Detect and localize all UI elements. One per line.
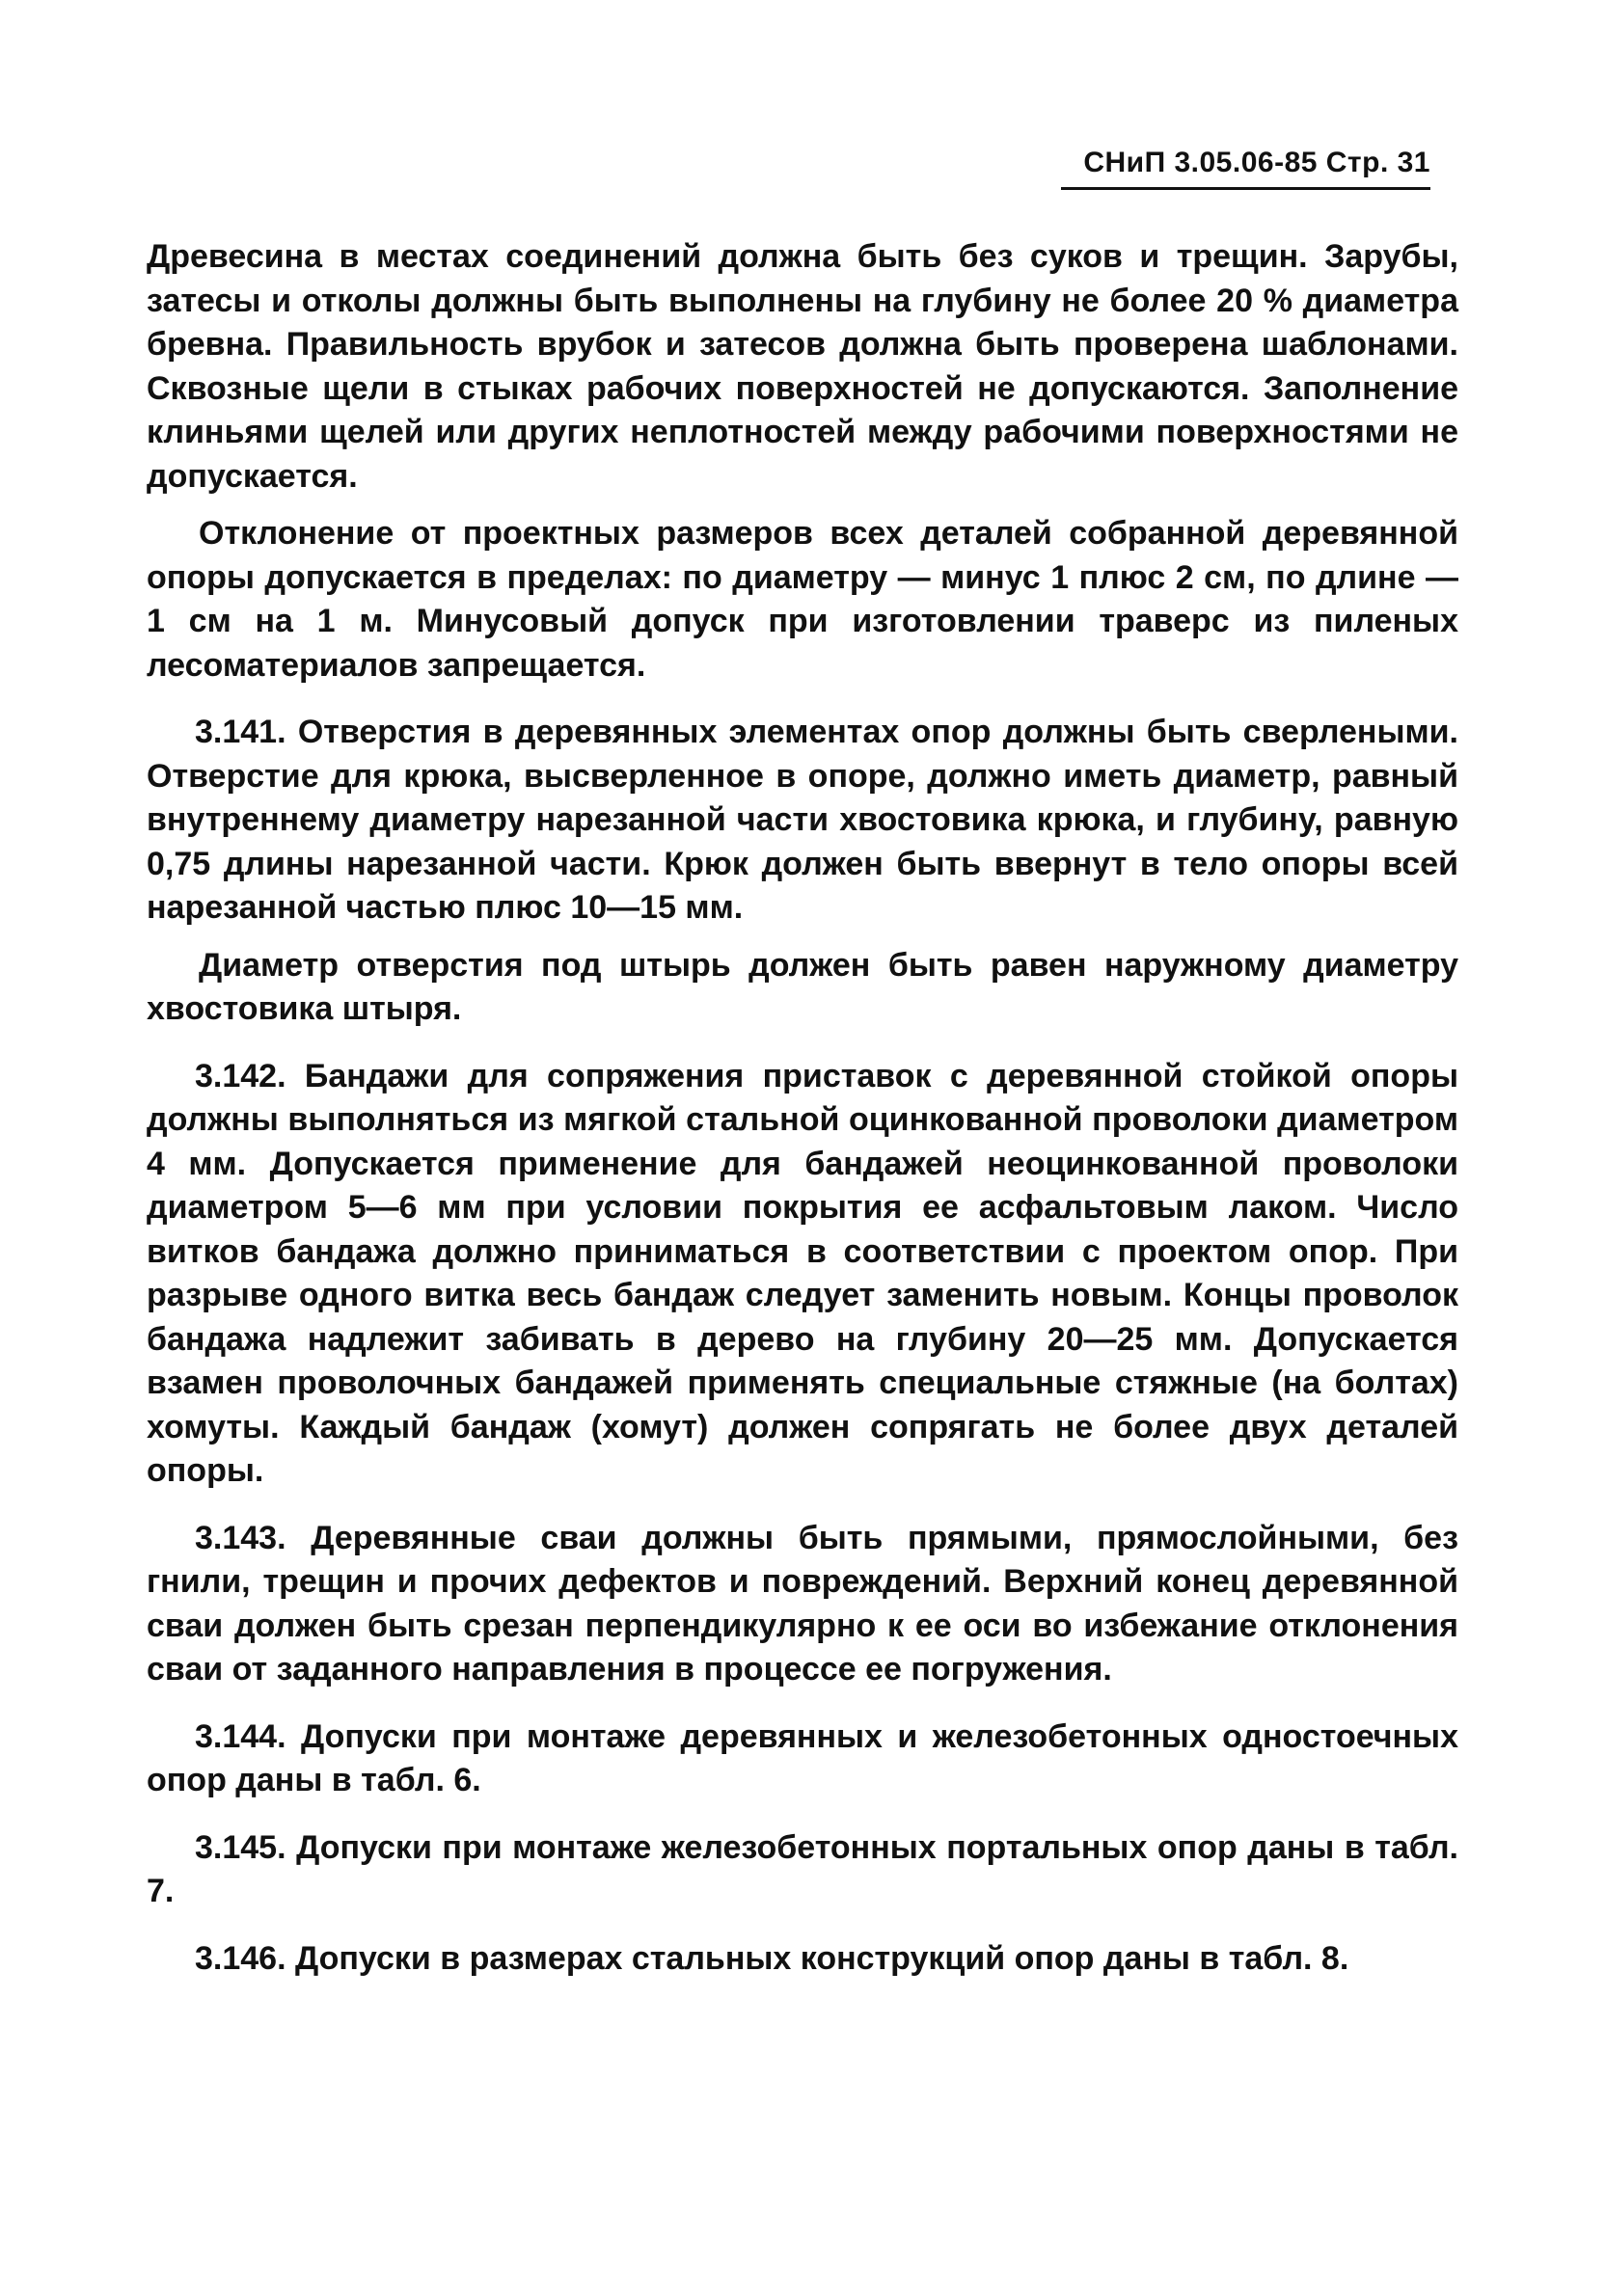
clause-number: 3.141. <box>195 714 286 750</box>
clause-3-146 <box>147 1937 1458 1982</box>
clause-text: Отверстия в деревянных элементах опор должны быть сверлеными. Отверстие для крюка, высверленное в опоре, должно иметь диаметр, равный внутреннему диаметру нарезанной части хвостовика крюка, и глубину, равную 0,75 длины нарезанной части. Крюк должен быть ввернут в тело опоры всей нарезанной частью плюс 10—15 мм. <box>147 714 1458 926</box>
paragraph-text: Диаметр отверстия под штырь должен быть равен наружному диаметру хвостовика штыря. <box>147 946 1458 1027</box>
running-title: СНиП 3.05.06-85 Стр. 31 <box>1083 147 1430 178</box>
clause-3-142 <box>147 1055 1458 1494</box>
paragraph <box>147 235 1458 499</box>
clause-number: 3.146. <box>195 1939 286 1977</box>
paragraph <box>147 512 1458 688</box>
clause-text: Допуски при монтаже деревянных и железобетонных одностоечных опор даны в табл. 6. <box>147 1717 1458 1798</box>
body-text <box>147 235 1458 1994</box>
clause-3-144 <box>147 1715 1458 1803</box>
running-header <box>1061 147 1430 190</box>
clause-text: Бандажи для сопряжения приставок с деревянной стойкой опоры должны выполняться из мягкой стальной оцинкованной проволоки диаметром 4 мм. Допускается применение для бандажей неоцинкованной проволоки диаметром 5—6 мм при условии покрытия ее асфальтовым лаком. Число витков бандажа должно приниматься в соответствии с проектом опор. При разрыве одного витка весь бандаж следует заменить новым. Концы проволок бандажа надлежит забивать в дерево на глубину 20—25 мм. Допускается взамен проволочных бандажей применять специальные стяжные (на болтах) хомуты. Каждый бандаж (хомут) должен сопрягать не более двух деталей опоры. <box>147 1057 1458 1489</box>
paragraph <box>147 944 1458 1032</box>
clause-text: Допуски в размерах стальных конструкций опор даны в табл. 8. <box>294 1939 1349 1977</box>
clause-text: Деревянные сваи должны быть прямыми, прямослойными, без гнили, трещин и прочих дефектов и повреждений. Верхний конец деревянной сваи должен быть срезан перпендикулярно к ее оси во избежание отклонения сваи от заданного направления в процессе ее погружения. <box>147 1519 1458 1688</box>
clause-number: 3.142. <box>195 1057 286 1094</box>
paragraph-text: Отклонение от проектных размеров всех деталей собранной деревянной опоры допускается в пределах: по диаметру — минус 1 плюс 2 см, по длине — 1 см на 1 м. Минусовый допуск при изготовлении траверс из пиленых лесоматериалов запрещается. <box>147 515 1458 684</box>
clause-3-141 <box>147 711 1458 931</box>
paragraph-text: Древесина в местах соединений должна быть без суков и трещин. Зарубы, затесы и отколы должны быть выполнены на глубину не более 20 % диаметра бревна. Правильность врубок и затесов должна быть проверена шаблонами. Сквозные щели в стыках рабочих поверхностей не допускаются. Заполнение клиньями щелей или других неплотностей между рабочими поверхностями не допускается. <box>147 238 1458 495</box>
clause-number: 3.143. <box>195 1519 286 1556</box>
clause-3-145 <box>147 1826 1458 1914</box>
clause-text: Допуски при монтаже железобетонных портальных опор даны в табл. 7. <box>147 1828 1459 1909</box>
clause-number: 3.145. <box>195 1828 286 1866</box>
clause-3-143 <box>147 1517 1458 1692</box>
clause-number: 3.144. <box>195 1717 286 1755</box>
